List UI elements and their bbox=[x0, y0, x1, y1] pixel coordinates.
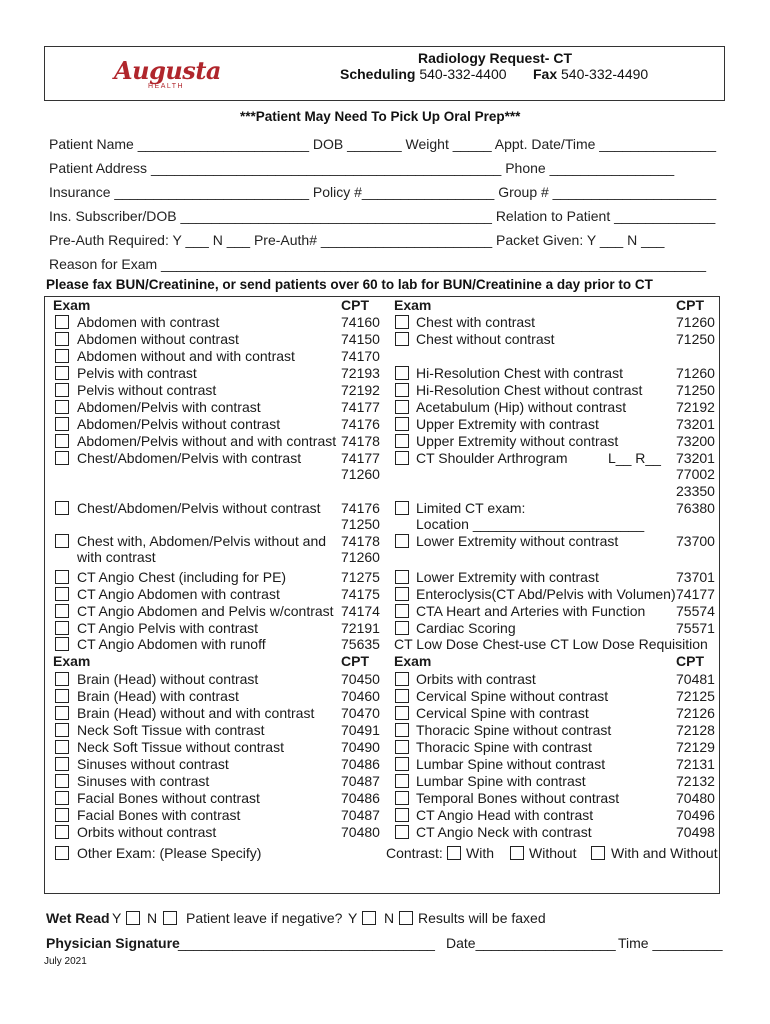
cpt-code: 70490 bbox=[341, 739, 380, 755]
cpt-code: 70491 bbox=[341, 722, 380, 738]
checkbox[interactable] bbox=[55, 349, 69, 363]
cpt-code: 70487 bbox=[341, 807, 380, 823]
fax-line bbox=[533, 66, 648, 82]
cpt-code: 75635 bbox=[341, 636, 380, 652]
cpt-code: 74150 bbox=[341, 331, 380, 347]
wet-read-yes-checkbox[interactable] bbox=[126, 911, 140, 925]
exam-label: Chest without contrast bbox=[416, 331, 555, 347]
checkbox[interactable] bbox=[55, 621, 69, 635]
patient-name-line[interactable]: Patient Name ______________________ DOB _______ Weight _____ Appt. Date/Time _______________ bbox=[49, 136, 717, 152]
cpt-code: 74175 bbox=[341, 586, 380, 602]
exam-label: Pelvis with contrast bbox=[77, 365, 197, 381]
cpt-code: 72126 bbox=[676, 705, 715, 721]
wet-read-label: Wet Read bbox=[46, 910, 110, 926]
checkbox[interactable] bbox=[55, 774, 69, 788]
exam-label: CT Angio Pelvis with contrast bbox=[77, 620, 259, 636]
cpt-code: 70470 bbox=[341, 705, 380, 721]
exam-label: Chest/Abdomen/Pelvis without contrast bbox=[77, 500, 321, 516]
exam-label: Abdomen/Pelvis with contrast bbox=[77, 399, 261, 415]
checkbox[interactable] bbox=[55, 791, 69, 805]
cpt-code: 70486 bbox=[341, 756, 380, 772]
reason-line[interactable]: Reason for Exam ______________________________________________________________________ bbox=[49, 256, 707, 272]
checkbox[interactable] bbox=[395, 774, 409, 788]
exam-label: Acetabulum (Hip) without contrast bbox=[416, 399, 627, 415]
exam-label: CT Angio Abdomen and Pelvis w/contrast bbox=[77, 603, 334, 619]
cpt-code: 75574 bbox=[676, 603, 715, 619]
fax-instruction: Please fax BUN/Creatinine, or send patients over 60 to lab for BUN/Creatinine a day prior to CT bbox=[46, 277, 653, 292]
cpt-code: 72125 bbox=[676, 688, 715, 704]
checkbox[interactable] bbox=[55, 723, 69, 737]
exam-label: Cervical Spine without contrast bbox=[416, 688, 609, 704]
checkbox[interactable] bbox=[395, 723, 409, 737]
checkbox[interactable] bbox=[55, 740, 69, 754]
exam-label: Chest with, Abdomen/Pelvis without and bbox=[77, 533, 327, 549]
checkbox[interactable] bbox=[395, 570, 409, 584]
oral-prep-notice: ***Patient May Need To Pick Up Oral Prep*** bbox=[240, 109, 521, 124]
cpt-code: 71250 bbox=[676, 382, 715, 398]
checkbox[interactable] bbox=[55, 689, 69, 703]
scheduling-phone: 540-332-4400 bbox=[419, 66, 507, 82]
checkbox[interactable] bbox=[395, 501, 409, 515]
exam-label: Neck Soft Tissue with contrast bbox=[77, 722, 265, 738]
cpt-code: 71260 bbox=[676, 365, 715, 381]
patient-leave-label: Patient leave if negative? bbox=[186, 910, 343, 926]
checkbox[interactable] bbox=[395, 587, 409, 601]
exam-label: Brain (Head) without contrast bbox=[77, 671, 259, 687]
contrast-with-checkbox[interactable] bbox=[447, 846, 461, 860]
low-dose-note: CT Low Dose Chest-use CT Low Dose Requisition bbox=[394, 636, 708, 652]
cpt-code: 74176 bbox=[341, 416, 380, 432]
checkbox[interactable] bbox=[55, 366, 69, 380]
exam-label: CT Shoulder Arthrogram bbox=[416, 450, 568, 466]
cpt-header-right: CPT bbox=[676, 297, 704, 313]
exam-label: CT Angio Chest (including for PE) bbox=[77, 569, 287, 585]
exam-label: Orbits without contrast bbox=[77, 824, 217, 840]
cpt-code: 71260 bbox=[341, 466, 380, 482]
exam-label: Brain (Head) without and with contrast bbox=[77, 705, 315, 721]
date-field[interactable]: Date__________________ bbox=[446, 935, 616, 951]
cpt-code: 74160 bbox=[341, 314, 380, 330]
patient-address-line[interactable]: Patient Address _____________________________________________ Phone ________________ bbox=[49, 160, 675, 176]
other-exam-label: Other Exam: (Please Specify) bbox=[77, 845, 262, 861]
logo-script: Augusta bbox=[114, 56, 221, 85]
footer-date: July 2021 bbox=[44, 956, 87, 967]
exam-label: Temporal Bones without contrast bbox=[416, 790, 620, 806]
cpt-code: 73201 bbox=[676, 450, 715, 466]
cpt-code: 70480 bbox=[676, 790, 715, 806]
fax-number: 540-332-4490 bbox=[561, 66, 649, 82]
exam-label: Abdomen without and with contrast bbox=[77, 348, 295, 364]
exam-label: Thoracic Spine with contrast bbox=[416, 739, 592, 755]
exam-label: Lower Extremity with contrast bbox=[416, 569, 599, 585]
exam-label: Sinuses without contrast bbox=[77, 756, 229, 772]
exam-header-right: Exam bbox=[394, 653, 432, 669]
exam-label: Abdomen/Pelvis without contrast bbox=[77, 416, 281, 432]
cpt-code: 73200 bbox=[676, 433, 715, 449]
contrast-both-label: With and Without bbox=[611, 845, 718, 861]
form-title: Radiology Request- CT bbox=[418, 50, 573, 66]
checkbox[interactable] bbox=[55, 451, 69, 465]
exam-label: Brain (Head) with contrast bbox=[77, 688, 239, 704]
checkbox[interactable] bbox=[55, 434, 69, 448]
checkbox[interactable] bbox=[55, 808, 69, 822]
checkbox[interactable] bbox=[395, 740, 409, 754]
checkbox[interactable] bbox=[55, 604, 69, 618]
checkbox[interactable] bbox=[395, 791, 409, 805]
exam-label: CTA Heart and Arteries with Function bbox=[416, 603, 646, 619]
exam-label: Chest with contrast bbox=[416, 314, 536, 330]
exam-label: with contrast bbox=[77, 549, 156, 565]
wet-read-no-checkbox[interactable] bbox=[163, 911, 177, 925]
leave-no-checkbox[interactable] bbox=[399, 911, 413, 925]
exam-label: CT Angio Abdomen with runoff bbox=[77, 636, 266, 652]
cpt-code: 74177 bbox=[341, 399, 380, 415]
checkbox[interactable] bbox=[55, 706, 69, 720]
checkbox[interactable] bbox=[55, 417, 69, 431]
checkbox[interactable] bbox=[395, 451, 409, 465]
augusta-health-logo bbox=[110, 54, 221, 94]
cpt-code: 74177 bbox=[341, 450, 380, 466]
fax-label: Fax bbox=[533, 66, 558, 82]
exam-label: Facial Bones with contrast bbox=[77, 807, 241, 823]
exam-label: Cardiac Scoring bbox=[416, 620, 516, 636]
cpt-code: 74170 bbox=[341, 348, 380, 364]
physician-signature-label: Physician Signature bbox=[46, 935, 180, 951]
cpt-code: 74177 bbox=[676, 586, 715, 602]
subscriber-line[interactable]: Ins. Subscriber/DOB ________________________________________ Relation to Patient _____________ bbox=[49, 208, 716, 224]
checkbox[interactable] bbox=[395, 689, 409, 703]
checkbox[interactable] bbox=[55, 400, 69, 414]
exam-label: CT Angio Head with contrast bbox=[416, 807, 594, 823]
cpt-code: 74178 bbox=[341, 533, 380, 549]
checkbox[interactable] bbox=[55, 570, 69, 584]
exam-label: Facial Bones without contrast bbox=[77, 790, 260, 806]
checkbox[interactable] bbox=[395, 400, 409, 414]
cpt-code: 72192 bbox=[341, 382, 380, 398]
exam-label: Chest/Abdomen/Pelvis with contrast bbox=[77, 450, 302, 466]
cpt-code: 70481 bbox=[676, 671, 715, 687]
exam-label: Abdomen with contrast bbox=[77, 314, 220, 330]
cpt-code: 72132 bbox=[676, 773, 715, 789]
cpt-code: 70487 bbox=[341, 773, 380, 789]
checkbox[interactable] bbox=[395, 825, 409, 839]
cpt-code: 74178 bbox=[341, 433, 380, 449]
cpt-code: 72129 bbox=[676, 739, 715, 755]
results-faxed-label: Results will be faxed bbox=[418, 910, 546, 926]
cpt-code: 70498 bbox=[676, 824, 715, 840]
exam-header-left: Exam bbox=[53, 653, 91, 669]
cpt-code: 77002 bbox=[676, 466, 715, 482]
exam-label: Neck Soft Tissue without contrast bbox=[77, 739, 284, 755]
cpt-code: 71275 bbox=[341, 569, 380, 585]
leave-y: Y bbox=[348, 910, 358, 926]
exam-label: Enteroclysis(CT Abd/Pelvis with Volumen) bbox=[416, 586, 676, 602]
physician-signature-line[interactable]: _________________________________ bbox=[178, 935, 435, 951]
cpt-code: 73700 bbox=[676, 533, 715, 549]
checkbox[interactable] bbox=[395, 534, 409, 548]
contrast-label: Contrast: bbox=[386, 845, 443, 861]
cpt-code: 74176 bbox=[341, 500, 380, 516]
exam-label: Orbits with contrast bbox=[416, 671, 536, 687]
checkbox[interactable] bbox=[55, 315, 69, 329]
exam-label: Upper Extremity with contrast bbox=[416, 416, 599, 432]
exam-label: Cervical Spine with contrast bbox=[416, 705, 589, 721]
cpt-code: 71260 bbox=[676, 314, 715, 330]
exam-label: Lower Extremity without contrast bbox=[416, 533, 619, 549]
location-field[interactable]: Location ______________________ bbox=[416, 516, 645, 532]
checkbox[interactable] bbox=[395, 315, 409, 329]
checkbox[interactable] bbox=[55, 534, 69, 548]
checkbox[interactable] bbox=[55, 383, 69, 397]
cpt-code: 72193 bbox=[341, 365, 380, 381]
exam-label: Lumbar Spine without contrast bbox=[416, 756, 606, 772]
exam-label: Sinuses with contrast bbox=[77, 773, 210, 789]
side-selector[interactable]: L__ R__ bbox=[608, 450, 661, 466]
exam-header-right: Exam bbox=[394, 297, 432, 313]
cpt-code: 73701 bbox=[676, 569, 715, 585]
checkbox[interactable] bbox=[395, 417, 409, 431]
checkbox[interactable] bbox=[55, 587, 69, 601]
exam-label: Thoracic Spine without contrast bbox=[416, 722, 612, 738]
contrast-both-checkbox[interactable] bbox=[591, 846, 605, 860]
checkbox[interactable] bbox=[395, 366, 409, 380]
exam-label: Lumbar Spine with contrast bbox=[416, 773, 586, 789]
cpt-code: 71250 bbox=[341, 516, 380, 532]
leave-yes-checkbox[interactable] bbox=[362, 911, 376, 925]
checkbox[interactable] bbox=[395, 434, 409, 448]
cpt-code: 23350 bbox=[676, 483, 715, 499]
checkbox[interactable] bbox=[395, 808, 409, 822]
exam-label: Limited CT exam: bbox=[416, 500, 526, 516]
checkbox[interactable] bbox=[55, 501, 69, 515]
insurance-line[interactable]: Insurance _________________________ Policy #_________________ Group # _____________________ bbox=[49, 184, 717, 200]
checkbox[interactable] bbox=[55, 672, 69, 686]
exam-label: CT Angio Neck with contrast bbox=[416, 824, 592, 840]
contrast-without-checkbox[interactable] bbox=[510, 846, 524, 860]
cpt-code: 71260 bbox=[341, 549, 380, 565]
checkbox[interactable] bbox=[55, 332, 69, 346]
checkbox[interactable] bbox=[395, 621, 409, 635]
exam-label: Hi-Resolution Chest without contrast bbox=[416, 382, 643, 398]
cpt-code: 70486 bbox=[341, 790, 380, 806]
cpt-header-left: CPT bbox=[341, 653, 369, 669]
cpt-code: 71250 bbox=[676, 331, 715, 347]
checkbox[interactable] bbox=[55, 757, 69, 771]
cpt-code: 72131 bbox=[676, 756, 715, 772]
checkbox[interactable] bbox=[55, 825, 69, 839]
exam-label: CT Angio Abdomen with contrast bbox=[77, 586, 280, 602]
checkbox[interactable] bbox=[55, 637, 69, 651]
cpt-code: 70496 bbox=[676, 807, 715, 823]
contrast-without-label: Without bbox=[529, 845, 577, 861]
checkbox[interactable] bbox=[395, 706, 409, 720]
checkbox[interactable] bbox=[395, 604, 409, 618]
exam-label: Upper Extremity without contrast bbox=[416, 433, 619, 449]
cpt-code: 73201 bbox=[676, 416, 715, 432]
wet-read-n: N bbox=[147, 910, 158, 926]
checkbox[interactable] bbox=[395, 672, 409, 686]
exam-label: Hi-Resolution Chest with contrast bbox=[416, 365, 623, 381]
checkbox[interactable] bbox=[395, 332, 409, 346]
cpt-header-right: CPT bbox=[676, 653, 704, 669]
scheduling-label: Scheduling bbox=[340, 66, 416, 82]
exam-header-left: Exam bbox=[53, 297, 91, 313]
other-exam-checkbox[interactable] bbox=[55, 846, 69, 860]
cpt-code: 70460 bbox=[341, 688, 380, 704]
exam-label: Abdomen without contrast bbox=[77, 331, 239, 347]
leave-n: N bbox=[384, 910, 395, 926]
time-field[interactable]: Time _________ bbox=[618, 935, 723, 951]
cpt-header-left: CPT bbox=[341, 297, 369, 313]
scheduling-line bbox=[340, 66, 507, 82]
cpt-code: 72192 bbox=[676, 399, 715, 415]
cpt-code: 70480 bbox=[341, 824, 380, 840]
logo-subtitle: HEALTH bbox=[148, 83, 185, 90]
checkbox[interactable] bbox=[395, 383, 409, 397]
exam-label: Abdomen/Pelvis without and with contrast bbox=[77, 433, 337, 449]
contrast-with-label: With bbox=[466, 845, 494, 861]
cpt-code: 72191 bbox=[341, 620, 380, 636]
cpt-code: 70450 bbox=[341, 671, 380, 687]
checkbox[interactable] bbox=[395, 757, 409, 771]
cpt-code: 76380 bbox=[676, 500, 715, 516]
cpt-code: 74174 bbox=[341, 603, 380, 619]
cpt-code: 72128 bbox=[676, 722, 715, 738]
preauth-line[interactable]: Pre-Auth Required: Y ___ N ___ Pre-Auth# ______________________ Packet Given: Y ___ N ___ bbox=[49, 232, 665, 248]
wet-read-y: Y bbox=[112, 910, 122, 926]
exam-label: Pelvis without contrast bbox=[77, 382, 217, 398]
cpt-code: 75571 bbox=[676, 620, 715, 636]
